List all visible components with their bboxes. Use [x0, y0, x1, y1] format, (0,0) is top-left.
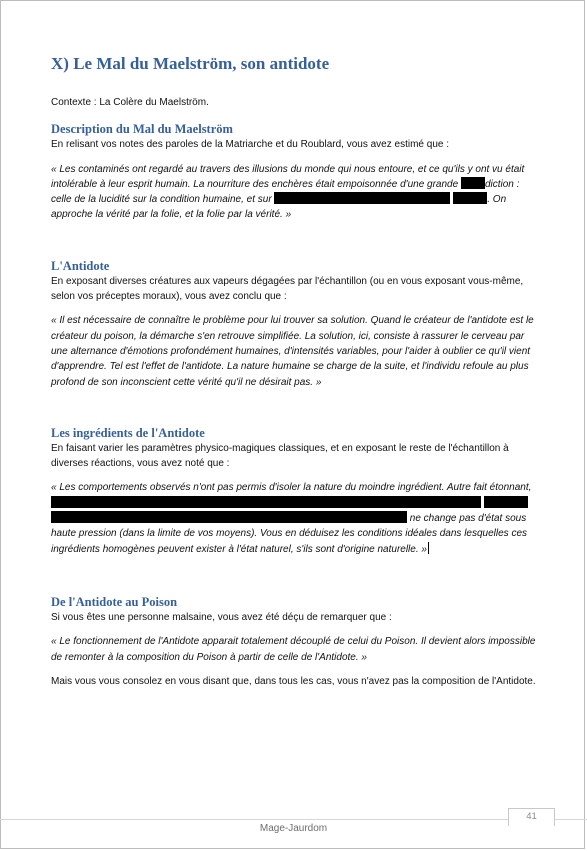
redaction-block [51, 496, 481, 508]
chapter-title: X) Le Mal du Maelström, son antidote [51, 54, 330, 73]
section-title-description: Description du Mal du Maelström [51, 122, 233, 137]
context-line: Contexte : La Colère du Maelström. [51, 97, 209, 108]
section-intro-ingredients: En faisant varier les paramètres physico-magiques classiques, et en exposant le reste de l'échantillon à diverses réactions, vous avez noté que : [51, 442, 509, 470]
page-number: 41 [508, 808, 555, 826]
redaction-block [453, 192, 487, 204]
quote-poison: « Le fonctionnement de l'Antidote apparait totalement découplé de celui du Poison. Il devient alors impossible de remonter à la composition du Poison à partir de celle de l'Antidote. » [51, 636, 536, 663]
quote-description [51, 162, 538, 223]
section-title-poison: De l'Antidote au Poison [51, 594, 178, 609]
quote-antidote: « Il est nécessaire de connaître le problème pour lui trouver sa solution. Quand le créateur de l'antidote est le créateur du poison, la démarche s'en retrouve simplifiée. La solution, ici, consiste à rassurer le cerveau par une alternance d'émotions profondément humaines, d'intensités variables, pour l'aider à oublier ce qu'il vient d'apprendre. Tel est l'effet de l'antidote. La nature humaine se charge de la suite, et l'individu refoule au plus profond de son inconscient cette vérité qu'il ne désirait pas. » [51, 315, 534, 388]
redaction-block [274, 192, 450, 204]
quote-description-part-1: « Les contaminés ont regardé au travers des illusions du monde qui nous entoure, et ce qu'ils y ont vu était intolérable à leur esprit humain. La nourriture des enchères était empoisonnée d'une grande [51, 163, 525, 190]
quote-description-part-2: diction : celle de la lucidité sur la condition humaine, et sur [51, 178, 520, 206]
redaction-block [51, 511, 407, 523]
section-intro-antidote: En exposant diverses créatures aux vapeurs dégagées par l'échantillon (ou en vous exposant vous-même, selon vos préceptes moraux), vous avez conclu que : [51, 275, 524, 303]
quote-description-part-3: . On approche la vérité par la folie, et la folie par la vérité. » [51, 194, 507, 221]
redaction-block [461, 177, 485, 189]
section-intro-poison: Si vous êtes une personne malsaine, vous avez été déçu de remarquer que : [51, 611, 392, 623]
page-content [51, 50, 538, 689]
section-title-antidote: L'Antidote [51, 258, 110, 273]
quote-ingredients-part-2: ne change pas d'état sous haute pression (dans la limite de vos moyens). Vous en déduisez les conditions idéales dans lesquelles ces ingrédients homogènes peuvent exister à l'état naturel, s'ils sont d'origine naturelle. » [51, 513, 528, 555]
quote-ingredients-part-1: « Les comportements observés n'ont pas permis d'isoler la nature du moindre ingrédient. Autre fait étonnant, [51, 482, 532, 494]
footer-author: Mage-Jaurdom [259, 823, 328, 834]
text-cursor [428, 542, 429, 554]
section-title-ingredients: Les ingrédients de l'Antidote [51, 425, 205, 440]
quote-ingredients [51, 480, 538, 556]
section-intro-description: En relisant vos notes des paroles de la Matriarche et du Roublard, vous avez estimé que : [51, 139, 449, 151]
section-outro-poison: Mais vous vous consolez en vous disant que, dans tous les cas, vous n'avez pas la composition de l'Antidote. [51, 675, 536, 687]
redaction-block [484, 496, 528, 508]
footer-divider [0, 819, 587, 820]
